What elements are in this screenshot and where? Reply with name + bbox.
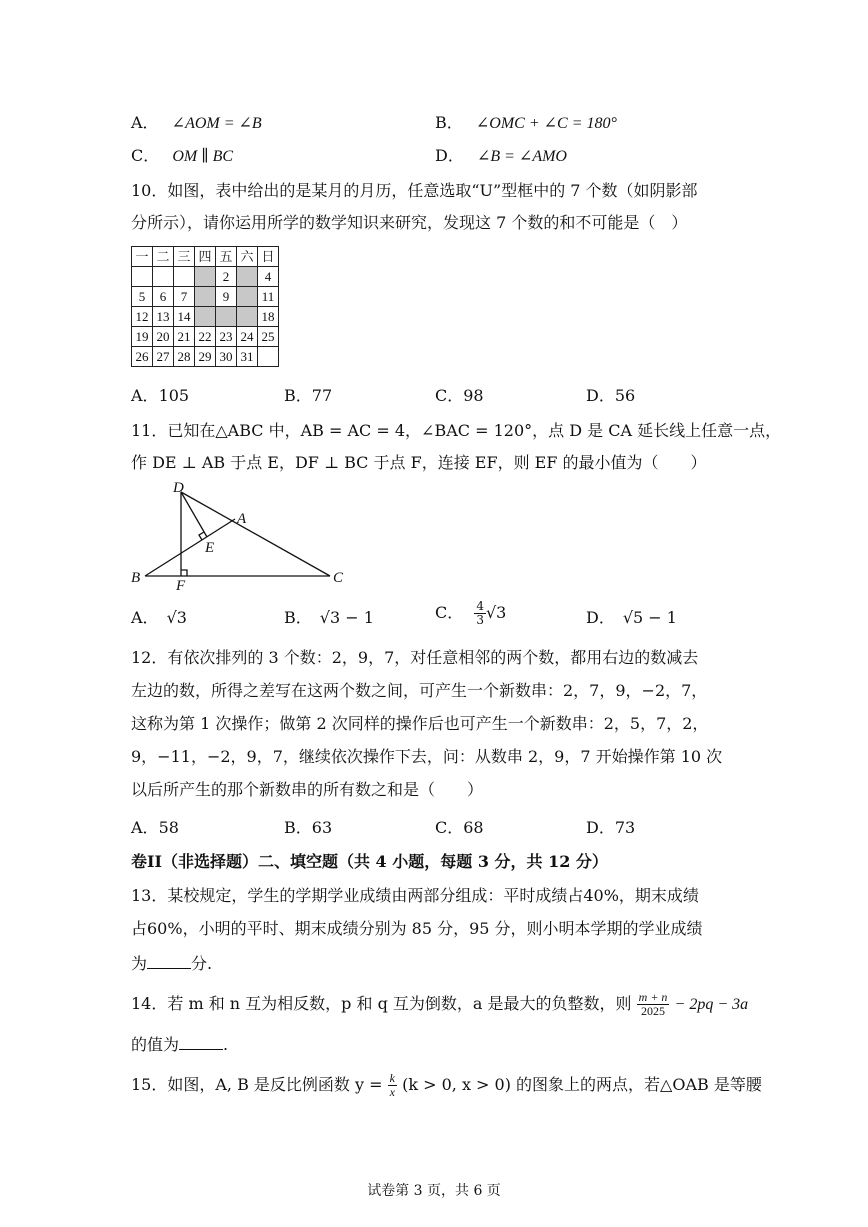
answer-blank[interactable]: [179, 1033, 223, 1050]
q10-option-a: [131, 385, 189, 407]
calendar-cell: 13: [153, 307, 174, 327]
q15-line-1: [131, 1072, 762, 1099]
option-text: 105: [158, 386, 190, 405]
label-a: A: [237, 511, 247, 527]
calendar-cell: [258, 347, 279, 367]
option-text: √3: [166, 608, 187, 627]
calendar-cell-shaded: [237, 267, 258, 287]
calendar-row: [132, 347, 279, 367]
fraction-numerator: k: [389, 1071, 395, 1085]
calendar-row: [132, 267, 279, 287]
option-key: B．: [284, 608, 312, 627]
option-text: 56: [614, 386, 636, 405]
option-key: D．: [435, 146, 464, 165]
q11-option-b: [284, 607, 374, 629]
calendar-cell: 6: [153, 287, 174, 307]
q13-line-1: 13．某校规定，学生的学期学业成绩由两部分组成：平时成绩占40%，期末成绩: [131, 886, 699, 905]
calendar-header-cell: 六: [237, 247, 258, 267]
calendar-cell-shaded: [237, 307, 258, 327]
calendar-cell: 4: [258, 267, 279, 287]
option-key: D．: [586, 818, 615, 837]
q13-line-3: [131, 952, 212, 975]
text-segment: 分.: [191, 954, 213, 973]
calendar-cell-shaded: [195, 287, 216, 307]
q9-option-d: [435, 145, 567, 168]
calendar-cell: 19: [132, 327, 153, 347]
option-key: B．: [284, 386, 312, 405]
q10-option-c: [435, 385, 484, 407]
fraction: [388, 1072, 397, 1099]
calendar-cell: 18: [258, 307, 279, 327]
calendar-cell: 7: [174, 287, 195, 307]
option-text: 77: [311, 386, 333, 405]
segment-ba: [145, 519, 235, 576]
calendar-row: [132, 307, 279, 327]
label-b: B: [131, 570, 141, 586]
option-key: C．: [435, 818, 464, 837]
label-e: E: [205, 540, 215, 556]
fraction-numerator: m + n: [638, 990, 668, 1004]
calendar-cell: 2: [216, 267, 237, 287]
q9-option-a: [131, 112, 262, 135]
option-text: ∠OMC + ∠C = 180°: [475, 115, 617, 132]
q12-option-c: [435, 817, 484, 839]
label-c: C: [333, 570, 344, 586]
option-key: C．: [435, 603, 464, 622]
calendar-header-cell: 二: [153, 247, 174, 267]
q9-option-c: [131, 145, 233, 168]
text-segment: 15．如图，A, B 是反比例函数 y =: [131, 1075, 383, 1094]
q9-option-b: [435, 112, 617, 135]
q11-option-c: [435, 600, 506, 627]
fraction-denominator: 2025: [641, 1004, 666, 1018]
answer-blank[interactable]: [147, 952, 191, 969]
calendar-header-cell: 一: [132, 247, 153, 267]
q12-option-d: [586, 817, 635, 839]
calendar-table: [131, 246, 279, 367]
calendar-cell: 20: [153, 327, 174, 347]
calendar-cell-shaded: [237, 287, 258, 307]
option-key: A．: [131, 608, 159, 627]
calendar-cell: 9: [216, 287, 237, 307]
option-key: A．: [131, 818, 159, 837]
calendar-cell: 29: [195, 347, 216, 367]
calendar-cell: 11: [258, 287, 279, 307]
option-text: OM ∥ BC: [172, 148, 234, 165]
q14-line-1: [131, 991, 748, 1018]
option-key: A．: [131, 386, 159, 405]
option-text: 68: [463, 818, 484, 837]
fraction: [637, 991, 670, 1018]
page-footer: 试卷第 3 页，共 6 页: [367, 1183, 501, 1199]
calendar-cell: 24: [237, 327, 258, 347]
text-segment: 的值为: [131, 1035, 180, 1054]
calendar-cell: 26: [132, 347, 153, 367]
text-segment: (k > 0, x > 0) 的图象上的两点，若△OAB 是等腰: [402, 1075, 762, 1094]
q12-option-a: [131, 817, 179, 839]
label-f: F: [176, 578, 186, 593]
option-text: √3: [485, 603, 507, 622]
q13-line-2: 占60%，小明的平时、期末成绩分别为 85 分，95 分，则小明本学期的学业成绩: [131, 919, 703, 938]
option-text: √5 − 1: [622, 608, 677, 627]
calendar-cell: 28: [174, 347, 195, 367]
option-key: C．: [435, 386, 464, 405]
fraction-numerator: 4: [476, 599, 484, 613]
fraction: [474, 600, 486, 627]
calendar-cell: 14: [174, 307, 195, 327]
calendar-cell-shaded: [195, 307, 216, 327]
calendar-header-cell: 四: [195, 247, 216, 267]
section-2-title: 卷II（非选择题）二、填空题（共 4 小题，每题 3 分，共 12 分）: [131, 852, 608, 871]
q12-line-4: 9，−11，−2，9，7，继续依次操作下去，问：从数串 2，9，7 开始操作第 10 次: [131, 747, 723, 766]
calendar-cell-shaded: [195, 267, 216, 287]
q10-line-1: 10．如图，表中给出的是某月的月历，任意选取“U”型框中的 7 个数（如阴影部: [131, 181, 698, 200]
calendar-header-cell: 日: [258, 247, 279, 267]
calendar-cell: 5: [132, 287, 153, 307]
q12-line-1: 12．有依次排列的 3 个数：2，9，7，对任意相邻的两个数，都用右边的数减去: [131, 648, 699, 667]
calendar-cell: 21: [174, 327, 195, 347]
option-key: B．: [435, 113, 463, 132]
q10-option-d: [586, 385, 635, 407]
option-text: ∠B = ∠AMO: [476, 148, 567, 165]
q11-option-a: [131, 607, 187, 629]
fraction-denominator: x: [389, 1085, 395, 1099]
fraction-denominator: 3: [476, 613, 484, 627]
q12-line-5: 以后所产生的那个新数串的所有数之和是（ ）: [131, 780, 484, 799]
q12-line-3: 这称为第 1 次操作；做第 2 次同样的操作后也可产生一个新数串：2，5，7，2，: [131, 714, 709, 733]
option-key: B．: [284, 818, 312, 837]
label-d: D: [173, 480, 184, 496]
text-segment: 为: [131, 954, 148, 973]
q10-line-2: 分所示），请你运用所学的数学知识来研究，发现这 7 个数的和不可能是（ ）: [131, 213, 688, 232]
segment-dc: [181, 492, 330, 576]
text-segment: 14．若 m 和 n 互为相反数，p 和 q 互为倒数，a 是最大的负整数，则: [131, 994, 632, 1013]
calendar-cell: [132, 267, 153, 287]
option-text: 98: [463, 386, 484, 405]
text-segment: − 2pq − 3a: [674, 996, 749, 1013]
q11-option-d: [586, 607, 677, 629]
right-angle-mark-f: [181, 570, 187, 576]
option-key: D．: [586, 386, 615, 405]
calendar-row: [132, 287, 279, 307]
calendar-row: [132, 327, 279, 347]
calendar-cell: 12: [132, 307, 153, 327]
q12-line-2: 左边的数，所得之差写在这两个数之间，可产生一个新数串：2，7，9，−2，7，: [131, 681, 708, 700]
option-text: 63: [311, 818, 333, 837]
text-segment: .: [223, 1035, 229, 1054]
option-text: 73: [614, 818, 636, 837]
calendar-cell-shaded: [216, 307, 237, 327]
calendar-cell: 27: [153, 347, 174, 367]
option-key: C．: [131, 146, 160, 165]
calendar-header-row: [132, 247, 279, 267]
option-text: 58: [158, 818, 179, 837]
q12-option-b: [284, 817, 332, 839]
q14-line-2: [131, 1033, 228, 1056]
calendar-cell: 31: [237, 347, 258, 367]
calendar-cell: 25: [258, 327, 279, 347]
calendar-cell: 23: [216, 327, 237, 347]
q11-line-2: 作 DE ⊥ AB 于点 E，DF ⊥ BC 于点 F，连接 EF，则 EF 的最小值为（ ）: [131, 453, 707, 472]
q11-line-1: 11．已知在△ABC 中，AB = AC = 4，∠BAC = 120°，点 D 是 CA 延长线上任意一点，: [131, 421, 782, 440]
calendar-cell: 30: [216, 347, 237, 367]
q10-option-b: [284, 385, 332, 407]
option-key: D．: [586, 608, 615, 627]
calendar-header-cell: 五: [216, 247, 237, 267]
calendar-cell: [174, 267, 195, 287]
calendar-cell: 22: [195, 327, 216, 347]
option-text: √3 − 1: [319, 608, 374, 627]
calendar-header-cell: 三: [174, 247, 195, 267]
triangle-figure: [125, 478, 355, 593]
calendar-cell: [153, 267, 174, 287]
option-text: ∠AOM = ∠B: [171, 115, 262, 132]
option-key: A．: [131, 113, 159, 132]
